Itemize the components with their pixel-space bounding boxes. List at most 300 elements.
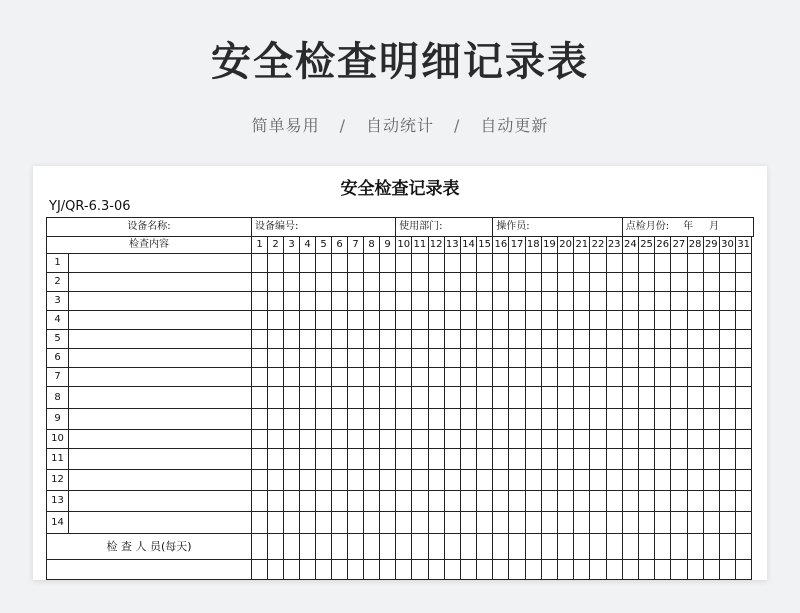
day-check-cell[interactable] <box>558 349 574 368</box>
day-check-cell[interactable] <box>525 449 541 470</box>
day-check-cell[interactable] <box>364 409 380 430</box>
day-check-cell[interactable] <box>719 349 735 368</box>
day-check-cell[interactable] <box>300 470 316 491</box>
inspector-sign-cell[interactable] <box>574 534 590 560</box>
day-check-cell[interactable] <box>460 470 476 491</box>
day-check-cell[interactable] <box>396 409 412 430</box>
day-check-cell[interactable] <box>300 512 316 534</box>
day-check-cell[interactable] <box>525 273 541 292</box>
day-check-cell[interactable] <box>703 491 719 512</box>
day-check-cell[interactable] <box>300 368 316 387</box>
inspector-sign-cell[interactable] <box>638 534 654 560</box>
check-content-cell[interactable] <box>69 292 252 311</box>
day-check-cell[interactable] <box>606 292 622 311</box>
day-check-cell[interactable] <box>687 330 703 349</box>
day-check-cell[interactable] <box>671 368 687 387</box>
day-check-cell[interactable] <box>444 273 460 292</box>
day-check-cell[interactable] <box>348 387 364 409</box>
inspector-sign-cell[interactable] <box>736 534 752 560</box>
day-check-cell[interactable] <box>638 430 654 449</box>
day-check-cell[interactable] <box>687 470 703 491</box>
day-check-cell[interactable] <box>622 349 638 368</box>
day-check-cell[interactable] <box>348 470 364 491</box>
day-check-cell[interactable] <box>268 330 284 349</box>
check-content-cell[interactable] <box>69 449 252 470</box>
day-check-cell[interactable] <box>396 491 412 512</box>
day-check-cell[interactable] <box>396 311 412 330</box>
day-check-cell[interactable] <box>736 368 752 387</box>
day-check-cell[interactable] <box>364 470 380 491</box>
day-check-cell[interactable] <box>509 311 525 330</box>
extra-cell[interactable] <box>736 560 752 580</box>
day-check-cell[interactable] <box>655 292 671 311</box>
day-check-cell[interactable] <box>316 491 332 512</box>
day-check-cell[interactable] <box>493 254 509 273</box>
day-check-cell[interactable] <box>493 512 509 534</box>
day-check-cell[interactable] <box>541 491 557 512</box>
day-check-cell[interactable] <box>412 254 428 273</box>
day-check-cell[interactable] <box>736 273 752 292</box>
extra-cell[interactable] <box>606 560 622 580</box>
day-check-cell[interactable] <box>428 311 444 330</box>
day-check-cell[interactable] <box>252 449 268 470</box>
day-check-cell[interactable] <box>460 409 476 430</box>
day-check-cell[interactable] <box>348 311 364 330</box>
day-check-cell[interactable] <box>574 273 590 292</box>
day-check-cell[interactable] <box>541 292 557 311</box>
day-check-cell[interactable] <box>477 409 493 430</box>
extra-cell[interactable] <box>428 560 444 580</box>
day-check-cell[interactable] <box>736 491 752 512</box>
day-check-cell[interactable] <box>509 430 525 449</box>
day-check-cell[interactable] <box>268 512 284 534</box>
day-check-cell[interactable] <box>541 512 557 534</box>
day-check-cell[interactable] <box>655 387 671 409</box>
day-check-cell[interactable] <box>316 409 332 430</box>
day-check-cell[interactable] <box>316 368 332 387</box>
day-check-cell[interactable] <box>687 387 703 409</box>
day-check-cell[interactable] <box>638 254 654 273</box>
day-check-cell[interactable] <box>364 254 380 273</box>
day-check-cell[interactable] <box>380 273 396 292</box>
inspector-sign-cell[interactable] <box>558 534 574 560</box>
day-check-cell[interactable] <box>655 430 671 449</box>
extra-cell[interactable] <box>509 560 525 580</box>
day-check-cell[interactable] <box>703 512 719 534</box>
day-check-cell[interactable] <box>655 512 671 534</box>
day-check-cell[interactable] <box>736 512 752 534</box>
day-check-cell[interactable] <box>380 491 396 512</box>
day-check-cell[interactable] <box>655 368 671 387</box>
day-check-cell[interactable] <box>541 470 557 491</box>
extra-cell[interactable] <box>719 560 735 580</box>
day-check-cell[interactable] <box>380 330 396 349</box>
day-check-cell[interactable] <box>687 368 703 387</box>
extra-cell[interactable] <box>638 560 654 580</box>
check-content-cell[interactable] <box>69 430 252 449</box>
day-check-cell[interactable] <box>590 368 606 387</box>
day-check-cell[interactable] <box>477 330 493 349</box>
day-check-cell[interactable] <box>252 254 268 273</box>
inspector-sign-cell[interactable] <box>590 534 606 560</box>
day-check-cell[interactable] <box>477 349 493 368</box>
day-check-cell[interactable] <box>460 449 476 470</box>
day-check-cell[interactable] <box>364 349 380 368</box>
day-check-cell[interactable] <box>509 349 525 368</box>
day-check-cell[interactable] <box>444 311 460 330</box>
day-check-cell[interactable] <box>348 254 364 273</box>
inspector-sign-cell[interactable] <box>541 534 557 560</box>
day-check-cell[interactable] <box>332 311 348 330</box>
day-check-cell[interactable] <box>558 254 574 273</box>
day-check-cell[interactable] <box>252 512 268 534</box>
day-check-cell[interactable] <box>590 409 606 430</box>
day-check-cell[interactable] <box>703 254 719 273</box>
inspector-sign-cell[interactable] <box>428 534 444 560</box>
day-check-cell[interactable] <box>316 254 332 273</box>
extra-cell[interactable] <box>268 560 284 580</box>
day-check-cell[interactable] <box>719 491 735 512</box>
extra-cell[interactable] <box>444 560 460 580</box>
day-check-cell[interactable] <box>412 330 428 349</box>
day-check-cell[interactable] <box>655 470 671 491</box>
day-check-cell[interactable] <box>509 449 525 470</box>
day-check-cell[interactable] <box>671 292 687 311</box>
day-check-cell[interactable] <box>687 449 703 470</box>
day-check-cell[interactable] <box>396 470 412 491</box>
day-check-cell[interactable] <box>460 254 476 273</box>
inspector-sign-cell[interactable] <box>364 534 380 560</box>
day-check-cell[interactable] <box>332 368 348 387</box>
day-check-cell[interactable] <box>412 491 428 512</box>
day-check-cell[interactable] <box>622 491 638 512</box>
day-check-cell[interactable] <box>671 470 687 491</box>
check-content-cell[interactable] <box>69 491 252 512</box>
day-check-cell[interactable] <box>300 387 316 409</box>
day-check-cell[interactable] <box>380 311 396 330</box>
day-check-cell[interactable] <box>300 311 316 330</box>
day-check-cell[interactable] <box>316 349 332 368</box>
day-check-cell[interactable] <box>509 368 525 387</box>
day-check-cell[interactable] <box>541 387 557 409</box>
day-check-cell[interactable] <box>316 430 332 449</box>
day-check-cell[interactable] <box>703 449 719 470</box>
day-check-cell[interactable] <box>719 430 735 449</box>
day-check-cell[interactable] <box>268 387 284 409</box>
day-check-cell[interactable] <box>412 512 428 534</box>
extra-cell[interactable] <box>300 560 316 580</box>
day-check-cell[interactable] <box>606 330 622 349</box>
day-check-cell[interactable] <box>428 449 444 470</box>
day-check-cell[interactable] <box>736 254 752 273</box>
day-check-cell[interactable] <box>348 273 364 292</box>
day-check-cell[interactable] <box>396 387 412 409</box>
day-check-cell[interactable] <box>252 311 268 330</box>
day-check-cell[interactable] <box>268 254 284 273</box>
extra-cell[interactable] <box>703 560 719 580</box>
inspector-sign-cell[interactable] <box>252 534 268 560</box>
day-check-cell[interactable] <box>671 387 687 409</box>
extra-cell[interactable] <box>558 560 574 580</box>
day-check-cell[interactable] <box>655 254 671 273</box>
day-check-cell[interactable] <box>687 512 703 534</box>
day-check-cell[interactable] <box>574 292 590 311</box>
day-check-cell[interactable] <box>412 409 428 430</box>
day-check-cell[interactable] <box>719 330 735 349</box>
inspector-sign-cell[interactable] <box>703 534 719 560</box>
day-check-cell[interactable] <box>606 254 622 273</box>
day-check-cell[interactable] <box>412 311 428 330</box>
day-check-cell[interactable] <box>252 368 268 387</box>
day-check-cell[interactable] <box>574 470 590 491</box>
day-check-cell[interactable] <box>460 292 476 311</box>
day-check-cell[interactable] <box>655 311 671 330</box>
day-check-cell[interactable] <box>348 292 364 311</box>
day-check-cell[interactable] <box>300 349 316 368</box>
check-content-cell[interactable] <box>69 311 252 330</box>
day-check-cell[interactable] <box>284 311 300 330</box>
day-check-cell[interactable] <box>444 368 460 387</box>
day-check-cell[interactable] <box>380 409 396 430</box>
day-check-cell[interactable] <box>736 449 752 470</box>
day-check-cell[interactable] <box>509 387 525 409</box>
day-check-cell[interactable] <box>332 349 348 368</box>
day-check-cell[interactable] <box>638 349 654 368</box>
day-check-cell[interactable] <box>477 311 493 330</box>
day-check-cell[interactable] <box>364 430 380 449</box>
day-check-cell[interactable] <box>525 368 541 387</box>
day-check-cell[interactable] <box>541 449 557 470</box>
check-content-cell[interactable] <box>69 330 252 349</box>
day-check-cell[interactable] <box>525 387 541 409</box>
day-check-cell[interactable] <box>606 409 622 430</box>
day-check-cell[interactable] <box>316 273 332 292</box>
day-check-cell[interactable] <box>590 311 606 330</box>
day-check-cell[interactable] <box>252 491 268 512</box>
day-check-cell[interactable] <box>558 512 574 534</box>
day-check-cell[interactable] <box>703 330 719 349</box>
day-check-cell[interactable] <box>493 449 509 470</box>
day-check-cell[interactable] <box>493 273 509 292</box>
inspector-sign-cell[interactable] <box>493 534 509 560</box>
day-check-cell[interactable] <box>541 409 557 430</box>
day-check-cell[interactable] <box>655 349 671 368</box>
day-check-cell[interactable] <box>638 409 654 430</box>
check-content-cell[interactable] <box>69 512 252 534</box>
day-check-cell[interactable] <box>493 470 509 491</box>
day-check-cell[interactable] <box>284 254 300 273</box>
day-check-cell[interactable] <box>574 491 590 512</box>
day-check-cell[interactable] <box>364 368 380 387</box>
day-check-cell[interactable] <box>655 273 671 292</box>
extra-cell[interactable] <box>687 560 703 580</box>
day-check-cell[interactable] <box>622 409 638 430</box>
day-check-cell[interactable] <box>428 292 444 311</box>
day-check-cell[interactable] <box>638 491 654 512</box>
day-check-cell[interactable] <box>444 470 460 491</box>
day-check-cell[interactable] <box>574 349 590 368</box>
day-check-cell[interactable] <box>284 449 300 470</box>
day-check-cell[interactable] <box>428 430 444 449</box>
inspector-sign-cell[interactable] <box>316 534 332 560</box>
day-check-cell[interactable] <box>348 409 364 430</box>
day-check-cell[interactable] <box>477 387 493 409</box>
day-check-cell[interactable] <box>703 273 719 292</box>
day-check-cell[interactable] <box>493 387 509 409</box>
day-check-cell[interactable] <box>509 292 525 311</box>
day-check-cell[interactable] <box>671 512 687 534</box>
inspector-sign-cell[interactable] <box>719 534 735 560</box>
day-check-cell[interactable] <box>477 512 493 534</box>
day-check-cell[interactable] <box>736 470 752 491</box>
day-check-cell[interactable] <box>541 430 557 449</box>
day-check-cell[interactable] <box>622 449 638 470</box>
day-check-cell[interactable] <box>606 470 622 491</box>
day-check-cell[interactable] <box>268 449 284 470</box>
day-check-cell[interactable] <box>412 387 428 409</box>
day-check-cell[interactable] <box>703 311 719 330</box>
inspector-sign-cell[interactable] <box>525 534 541 560</box>
day-check-cell[interactable] <box>736 409 752 430</box>
day-check-cell[interactable] <box>284 330 300 349</box>
day-check-cell[interactable] <box>558 368 574 387</box>
check-content-cell[interactable] <box>69 349 252 368</box>
day-check-cell[interactable] <box>268 491 284 512</box>
day-check-cell[interactable] <box>671 491 687 512</box>
day-check-cell[interactable] <box>284 512 300 534</box>
day-check-cell[interactable] <box>268 349 284 368</box>
day-check-cell[interactable] <box>736 330 752 349</box>
day-check-cell[interactable] <box>638 292 654 311</box>
day-check-cell[interactable] <box>444 330 460 349</box>
day-check-cell[interactable] <box>574 409 590 430</box>
day-check-cell[interactable] <box>558 330 574 349</box>
day-check-cell[interactable] <box>444 409 460 430</box>
inspector-sign-cell[interactable] <box>671 534 687 560</box>
day-check-cell[interactable] <box>444 349 460 368</box>
day-check-cell[interactable] <box>703 430 719 449</box>
inspector-sign-cell[interactable] <box>380 534 396 560</box>
day-check-cell[interactable] <box>412 449 428 470</box>
extra-cell[interactable] <box>671 560 687 580</box>
day-check-cell[interactable] <box>703 292 719 311</box>
day-check-cell[interactable] <box>396 254 412 273</box>
day-check-cell[interactable] <box>460 368 476 387</box>
day-check-cell[interactable] <box>412 349 428 368</box>
day-check-cell[interactable] <box>444 491 460 512</box>
day-check-cell[interactable] <box>348 512 364 534</box>
day-check-cell[interactable] <box>622 512 638 534</box>
day-check-cell[interactable] <box>719 311 735 330</box>
day-check-cell[interactable] <box>428 254 444 273</box>
day-check-cell[interactable] <box>590 387 606 409</box>
inspector-sign-cell[interactable] <box>687 534 703 560</box>
day-check-cell[interactable] <box>655 330 671 349</box>
day-check-cell[interactable] <box>622 387 638 409</box>
day-check-cell[interactable] <box>396 330 412 349</box>
day-check-cell[interactable] <box>703 470 719 491</box>
day-check-cell[interactable] <box>558 449 574 470</box>
day-check-cell[interactable] <box>316 311 332 330</box>
day-check-cell[interactable] <box>412 368 428 387</box>
extra-cell[interactable] <box>460 560 476 580</box>
day-check-cell[interactable] <box>509 512 525 534</box>
day-check-cell[interactable] <box>493 368 509 387</box>
day-check-cell[interactable] <box>428 470 444 491</box>
day-check-cell[interactable] <box>332 254 348 273</box>
day-check-cell[interactable] <box>590 273 606 292</box>
inspector-sign-cell[interactable] <box>268 534 284 560</box>
day-check-cell[interactable] <box>719 273 735 292</box>
day-check-cell[interactable] <box>477 273 493 292</box>
day-check-cell[interactable] <box>332 409 348 430</box>
day-check-cell[interactable] <box>252 470 268 491</box>
day-check-cell[interactable] <box>316 512 332 534</box>
day-check-cell[interactable] <box>590 512 606 534</box>
inspector-sign-cell[interactable] <box>606 534 622 560</box>
day-check-cell[interactable] <box>606 430 622 449</box>
day-check-cell[interactable] <box>428 409 444 430</box>
extra-cell[interactable] <box>348 560 364 580</box>
day-check-cell[interactable] <box>380 368 396 387</box>
day-check-cell[interactable] <box>638 470 654 491</box>
day-check-cell[interactable] <box>687 430 703 449</box>
day-check-cell[interactable] <box>268 368 284 387</box>
day-check-cell[interactable] <box>574 449 590 470</box>
day-check-cell[interactable] <box>687 409 703 430</box>
day-check-cell[interactable] <box>736 292 752 311</box>
day-check-cell[interactable] <box>268 430 284 449</box>
day-check-cell[interactable] <box>300 273 316 292</box>
day-check-cell[interactable] <box>252 430 268 449</box>
day-check-cell[interactable] <box>525 409 541 430</box>
inspector-sign-cell[interactable] <box>477 534 493 560</box>
day-check-cell[interactable] <box>703 387 719 409</box>
day-check-cell[interactable] <box>541 254 557 273</box>
day-check-cell[interactable] <box>348 330 364 349</box>
day-check-cell[interactable] <box>606 387 622 409</box>
day-check-cell[interactable] <box>380 387 396 409</box>
day-check-cell[interactable] <box>638 512 654 534</box>
day-check-cell[interactable] <box>622 311 638 330</box>
day-check-cell[interactable] <box>444 430 460 449</box>
day-check-cell[interactable] <box>493 292 509 311</box>
day-check-cell[interactable] <box>590 470 606 491</box>
day-check-cell[interactable] <box>622 292 638 311</box>
day-check-cell[interactable] <box>606 368 622 387</box>
inspector-sign-cell[interactable] <box>509 534 525 560</box>
day-check-cell[interactable] <box>509 273 525 292</box>
day-check-cell[interactable] <box>622 470 638 491</box>
day-check-cell[interactable] <box>252 330 268 349</box>
day-check-cell[interactable] <box>332 273 348 292</box>
extra-label-cell[interactable] <box>47 560 252 580</box>
extra-cell[interactable] <box>380 560 396 580</box>
day-check-cell[interactable] <box>606 449 622 470</box>
day-check-cell[interactable] <box>687 273 703 292</box>
day-check-cell[interactable] <box>574 387 590 409</box>
day-check-cell[interactable] <box>396 273 412 292</box>
inspector-sign-cell[interactable] <box>622 534 638 560</box>
day-check-cell[interactable] <box>316 330 332 349</box>
day-check-cell[interactable] <box>477 491 493 512</box>
day-check-cell[interactable] <box>525 311 541 330</box>
day-check-cell[interactable] <box>300 430 316 449</box>
day-check-cell[interactable] <box>348 349 364 368</box>
extra-cell[interactable] <box>477 560 493 580</box>
day-check-cell[interactable] <box>428 491 444 512</box>
day-check-cell[interactable] <box>444 292 460 311</box>
